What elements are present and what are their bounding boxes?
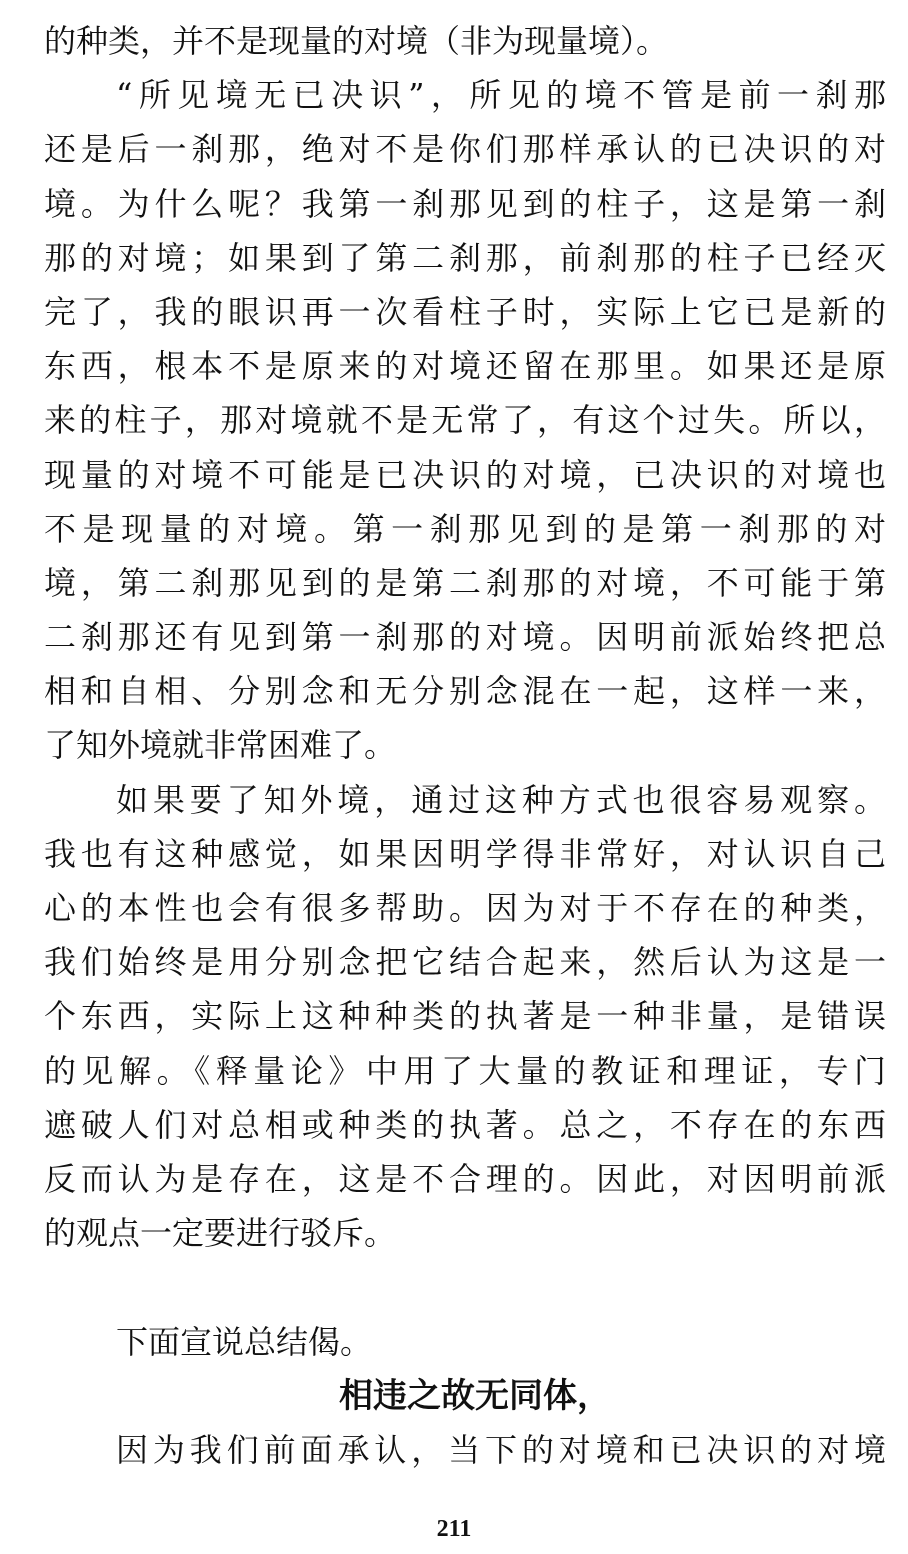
text-line: 遮破人们对总相或种类的执著。总之，不存在的东西: [44, 1105, 886, 1144]
text-line: 的种类，并不是现量的对境（非为现量境）。: [44, 22, 669, 60]
text-line: 完了，我的眼识再一次看柱子时，实际上它已是新的: [44, 292, 886, 331]
text-line: “所见境无已决识”，所见的境不管是前一刹那: [116, 76, 886, 115]
text-line: 二刹那还有见到第一刹那的对境。因明前派始终把总: [44, 618, 886, 657]
text-line: 的见解。《释量论》中用了大量的教证和理证，专门: [44, 1051, 886, 1090]
verse-heading: 相违之故无同体，: [339, 1375, 611, 1416]
paragraph-spacer: [44, 1260, 886, 1314]
text-line: 如果要了知外境，通过这种方式也很容易观察。: [116, 780, 886, 819]
text-line: 我们始终是用分别念把它结合起来，然后认为这是一: [44, 943, 886, 982]
text-line: 还是后一刹那，绝对不是你们那样承认的已决识的对: [44, 130, 886, 169]
text-line: 下面宣说总结偈。: [116, 1322, 373, 1361]
text-line: 东西，根本不是原来的对境还留在那里。如果还是原: [44, 347, 886, 386]
text-line: 我也有这种感觉，如果因明学得非常好，对认识自己: [44, 834, 886, 873]
text-line: 来的柱子，那对境就不是无常了，有这个过失。所以，: [44, 401, 886, 440]
text-line: 境，第二刹那见到的是第二刹那的对境，不可能于第: [44, 563, 886, 602]
page-number: 211: [436, 1516, 472, 1542]
text-line: 相和自相、分别念和无分别念混在一起，这样一来，: [44, 672, 886, 711]
text-line: 不是现量的对境。第一刹那见到的是第一刹那的对: [44, 509, 886, 548]
text-line: 的观点一定要进行驳斥。: [44, 1214, 397, 1253]
text-line: 心的本性也会有很多帮助。因为对于不存在的种类，: [44, 889, 886, 927]
text-line: 因为我们前面承认，当下的对境和已决识的对境: [116, 1430, 886, 1469]
text-line: 个东西，实际上这种种类的执著是一种非量，是错误: [44, 997, 886, 1036]
text-line: 那的对境；如果到了第二刹那，前刹那的柱子已经灭: [44, 238, 886, 277]
body-text: [44, 14, 886, 1477]
text-line: 反而认为是存在，这是不合理的。因此，对因明前派: [44, 1159, 886, 1198]
text-line: 现量的对境不可能是已决识的对境，已决识的对境也: [44, 455, 886, 494]
text-line: 境。为什么呢？我第一刹那见到的柱子，这是第一刹: [44, 184, 886, 223]
text-line: 了知外境就非常困难了。: [44, 726, 397, 765]
